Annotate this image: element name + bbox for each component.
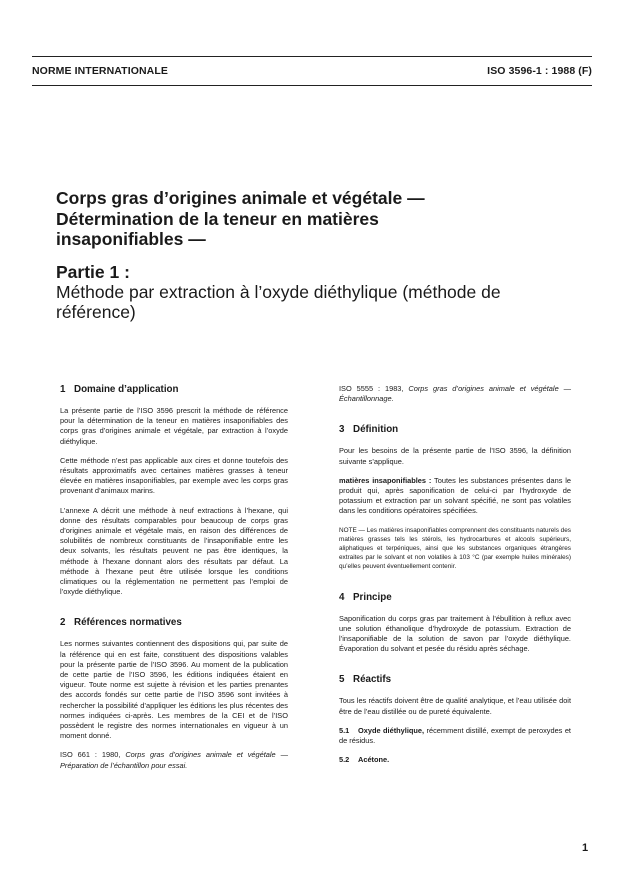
section-3-paragraph-1: Pour les besoins de la présente partie de l’ISO 3596, la définition suivante s’applique. [339, 446, 571, 466]
section-1-paragraph-3: L’annexe A décrit une méthode à neuf extractions à l’hexane, qui donne des résultats comparables pour beaucoup de corps gras d’origines animale et végétale mais, en raison des différences de solubilités de nombreux constituants de l’insaponifiable entre les deux solvants, les résultats peuvent ne pas être identiques, la méthode à l’hexane donnant alors des résultats par défaut. La méthode à l’hexane peut être utilisée lorsque les conditions climatiques ou la réglementation ne permettent pas l’emploi de l’oxyde diéthylique. [60, 505, 288, 597]
reference-iso-5555 [339, 384, 571, 404]
section-1-paragraph-1: La présente partie de l’ISO 3596 prescrit la méthode de référence pour la détermination de la teneur en matières insaponifiables des corps gras d’origines animale et végétale, par extraction à l’oxyde diéthylique. [60, 406, 288, 446]
part-label: Partie 1 : [56, 261, 130, 282]
definition-unsaponifiable-matter [339, 476, 571, 517]
section-3-title: Définition [353, 424, 399, 436]
section-3-note: NOTE — Les matières insaponifiables comprennent des constituants naturels des matières grasses tels les stérols, les hydrocarbures et alcools supérieurs, aliphatiques et terpéniques, ainsi que les substances organiques étrangères extraites par le solvant et non volatiles à 103 °C (par exemple huiles minérales) qu’elles peuvent éventuellement contenir. [339, 526, 571, 571]
main-title-line-1: Corps gras d’origines animale et végétale — [56, 188, 425, 208]
page-number: 1 [582, 842, 589, 854]
reference-iso-5555-code: ISO 5555 : 1983, [339, 384, 404, 393]
section-4-heading [339, 592, 571, 604]
reference-iso-661-code: ISO 661 : 1980, [60, 750, 121, 760]
right-column [339, 384, 571, 765]
section-5-heading [339, 674, 571, 686]
reagent-5-2-name: Acétone. [358, 755, 390, 765]
section-5-paragraph-1: Tous les réactifs doivent être de qualité analytique, et l’eau utilisée doit être de l’eau distillée ou de pureté équivalente. [339, 696, 571, 716]
reagent-5-1-name: Oxyde diéthylique, [358, 725, 425, 735]
main-title-line-3: insaponifiables — [56, 229, 206, 249]
header-standard-type: NORME INTERNATIONALE [32, 65, 168, 77]
section-2-heading [60, 617, 288, 629]
reference-iso-661-title: Corps gras d’origines animale et végétale — Préparation de l’échantillon pour essai. [60, 750, 288, 770]
title-block [56, 188, 576, 323]
reference-iso-661 [60, 750, 288, 770]
section-4-number: 4 [339, 591, 345, 603]
reagent-5-1 [339, 726, 571, 746]
definition-text: Toutes les substances présentes dans le produit qui, après saponification de celui-ci par l’hydroxyde de potassium et extraction par un solvant spécifié, ne sont pas volatiles dans les conditions opératoires spécifiées. [339, 475, 571, 516]
page-header [32, 56, 592, 86]
definition-term: matières insaponifiables : [339, 475, 432, 485]
reagent-5-2-number: 5.2 [339, 755, 350, 765]
section-1-heading [60, 384, 288, 396]
section-4-title: Principe [353, 591, 392, 603]
part-title [56, 282, 576, 323]
section-1-number: 1 [60, 384, 66, 395]
part-title-line-1: Méthode par extraction à l’oxyde diéthylique (méthode de [56, 281, 501, 302]
section-4-paragraph-1: Saponification du corps gras par traitement à l’ébullition à reflux avec une solution éthanolique d’hydroxyde de potassium. Extraction de l’insaponifiable de la solution de savon par l’oxyde diéthylique. Évaporation du solvant et pesée du résidu après séchage. [339, 613, 571, 654]
section-1-title: Domaine d’application [74, 384, 179, 395]
section-3-heading [339, 424, 571, 436]
part-title-line-2: référence) [56, 302, 136, 322]
left-column [60, 384, 288, 771]
section-5-title: Réactifs [353, 674, 392, 686]
section-5-number: 5 [339, 674, 345, 686]
reagent-5-2 [339, 755, 571, 765]
reagent-5-1-text: récemment distillé, exempt de peroxydes et de résidus. [339, 725, 571, 746]
section-3-number: 3 [339, 424, 345, 436]
reagent-5-1-number: 5.1 [339, 725, 350, 735]
section-2-paragraph-1: Les normes suivantes contiennent des dispositions qui, par suite de la référence qui en est faite, constituent des dispositions valables pour la présente partie de l’ISO 3596. Au moment de la publication de cette partie de l’ISO 3596, les éditions indiquées étaient en vigueur. Toute norme est sujette à révision et les parties prenantes des accords fondés sur cette partie de l’ISO 3596 sont invitées à rechercher la possibilité d’appliquer les éditions les plus récentes des normes indiquées ci-après. Les membres de la CEI et de l’ISO possèdent le registre des normes internationales en vigueur à un moment donné. [60, 639, 288, 741]
section-1-paragraph-2: Cette méthode n’est pas applicable aux cires et donne toutefois des résultats approximatifs avec certaines matières grasses à teneur élevée en matières insaponifiables, par exemple avec les corps gras provenant d’animaux marins. [60, 455, 288, 496]
main-title [56, 188, 576, 250]
section-2-number: 2 [60, 617, 66, 629]
section-2-title: Références normatives [74, 617, 182, 629]
main-title-line-2: Détermination de la teneur en matières [56, 208, 379, 229]
reference-iso-5555-title: Corps gras d’origines animale et végétale — Échantillonnage. [339, 384, 571, 404]
header-standard-number: ISO 3596-1 : 1988 (F) [487, 65, 592, 77]
